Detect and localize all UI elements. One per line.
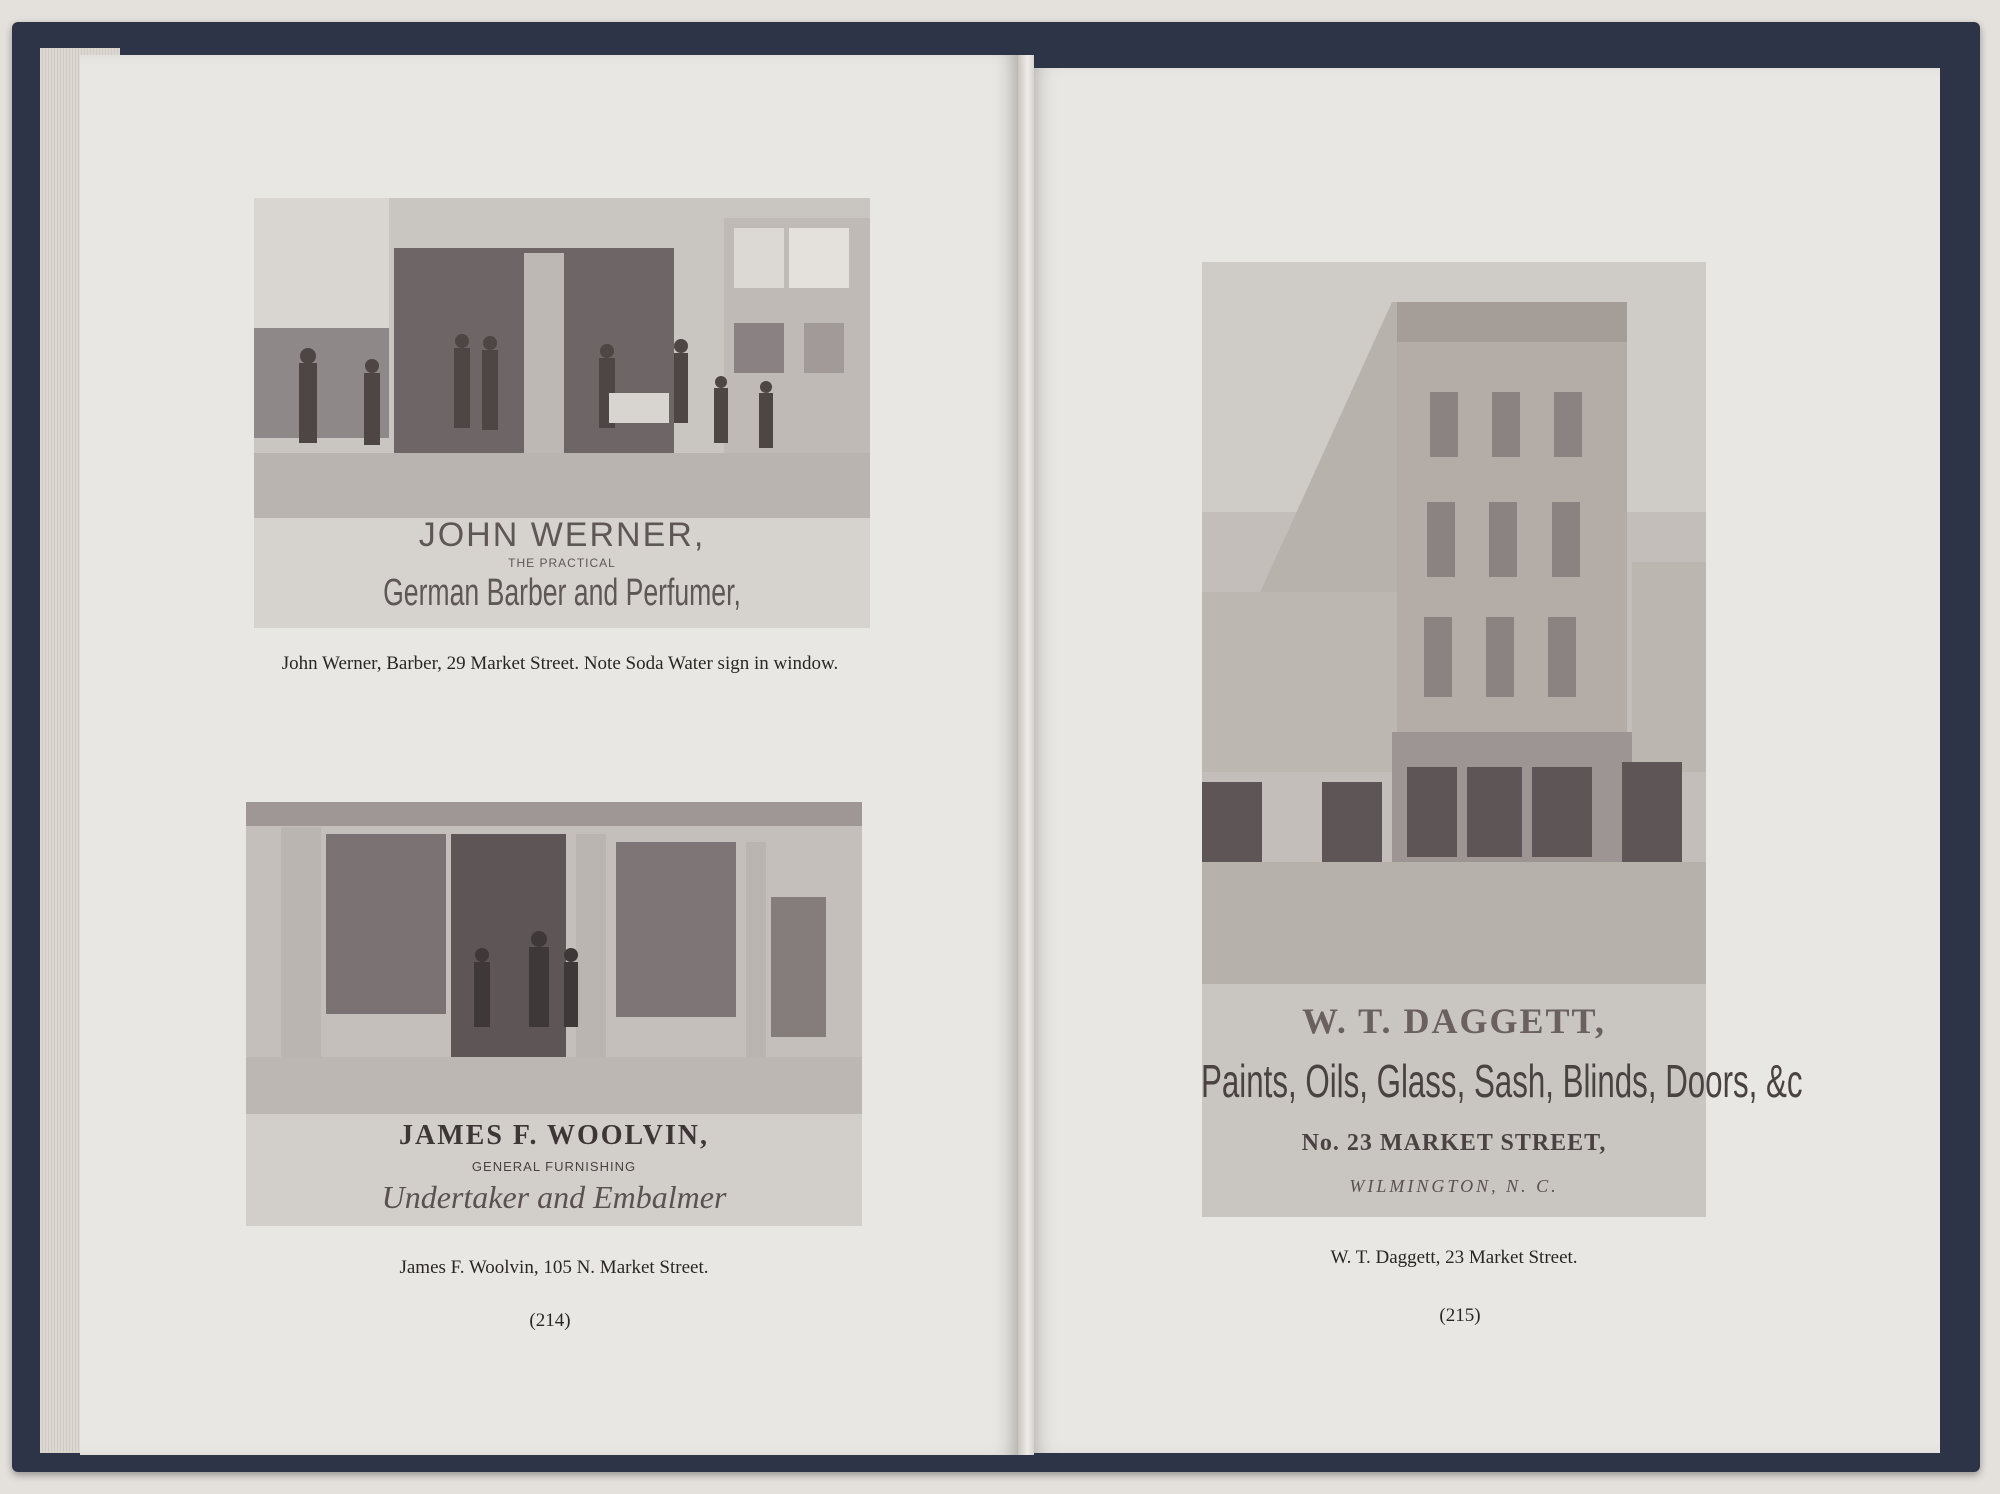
photo-wt-daggett [1201, 262, 1803, 1217]
page-number-left: (214) [529, 1310, 571, 1331]
sign-trade: Undertaker and Embalmer [381, 1179, 727, 1215]
sign-name: JOHN WERNER, [418, 516, 706, 554]
sign-trade: German Barber and Perfumer, [383, 572, 741, 614]
daggett-building-illustration [1202, 262, 1706, 984]
sign-subtitle: THE PRACTICAL [508, 556, 616, 570]
sign-address: No. 23 MARKET STREET, [1301, 1130, 1607, 1156]
photo-james-woolvin [246, 802, 862, 1226]
sign-name: JAMES F. WOOLVIN, [399, 1120, 709, 1151]
sign-goods: Paints, Oils, Glass, Sash, Blinds, Doors, &c [1201, 1055, 1803, 1107]
sign-name: W. T. DAGGETT, [1302, 1001, 1606, 1041]
book-gutter [1018, 55, 1034, 1455]
undertaker-storefront-illustration [246, 802, 862, 1114]
page-number-right: (215) [1439, 1305, 1481, 1326]
sign-city: WILMINGTON, N. C. [1349, 1176, 1559, 1196]
photo-john-werner [254, 198, 870, 628]
caption-wt-daggett: W. T. Daggett, 23 Market Street. [1330, 1247, 1578, 1268]
sign-subtitle: GENERAL FURNISHING [471, 1159, 637, 1174]
caption-james-woolvin: James F. Woolvin, 105 N. Market Street. [399, 1257, 709, 1278]
caption-john-werner: John Werner, Barber, 29 Market Street. Note Soda Water sign in window. [281, 653, 839, 674]
storefront-illustration [254, 198, 870, 518]
